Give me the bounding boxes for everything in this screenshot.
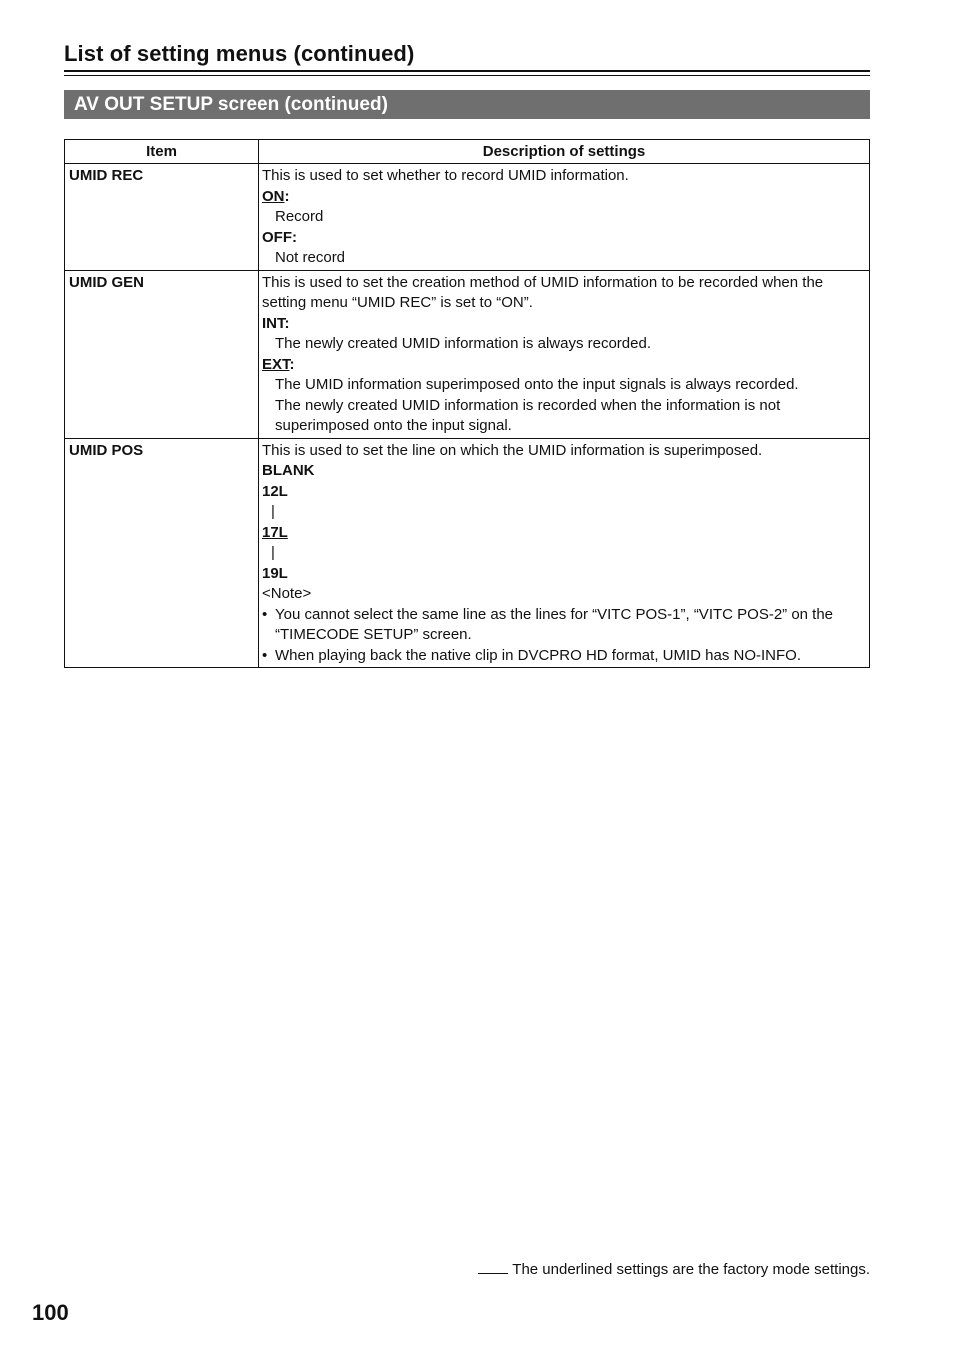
bullet-marker: • [262,646,268,664]
note-text-1: You cannot select the same line as the lines for “VITC POS-1”, “VITC POS-2” on the “TIMECODE SETUP” screen. [275,605,834,643]
option-on-description: Record [275,208,324,225]
page-heading: List of setting menus (continued) [64,41,415,66]
umid-pos-intro: This is used to set the line on which the UMID information is superimposed. [262,441,763,459]
underline-sample [478,1259,508,1274]
item-umid-gen: UMID GEN [65,270,259,438]
footnote-text: The underlined settings are the factory mode settings. [512,1261,870,1278]
table-header-row [65,140,870,164]
heading-rule-thick [64,70,870,72]
section-title-bar: AV OUT SETUP screen (continued) [64,90,870,119]
note-item-2 [262,646,865,667]
header-description: Description of settings [259,140,870,164]
table-row-umid-pos [65,438,870,668]
option-ext-description-2: The newly created UMID information is recorded when the information is not superimposed onto the input signal. [275,396,781,434]
page-number: 100 [32,1300,69,1325]
note-label: <Note> [262,585,312,602]
option-off-label: OFF: [262,228,297,246]
option-17l: 17L [262,523,288,541]
table-row-umid-rec [65,164,870,271]
note-item-1 [262,605,865,646]
option-17l-row [262,523,865,544]
option-on-label: ON [262,187,285,205]
description-umid-pos [259,438,870,668]
option-int-label: INT: [262,314,290,332]
option-on-colon: : [284,187,290,205]
option-off-description: Not record [275,249,346,266]
option-ext-colon: : [289,355,295,373]
description-umid-rec [259,164,870,271]
option-blank: BLANK [262,462,315,479]
item-umid-rec: UMID REC [65,164,259,271]
note-text-2: When playing back the native clip in DVCPRO HD format, UMID has NO-INFO. [275,646,801,664]
umid-gen-option-ext [262,355,865,376]
range-mark-1: | [271,503,275,520]
settings-table [64,139,870,668]
option-ext-description-1: The UMID information superimposed onto the input signals is always recorded. [275,376,799,393]
option-19l: 19L [262,564,288,582]
description-umid-gen [259,270,870,438]
umid-rec-intro: This is used to set whether to record UMID information. [262,167,629,184]
heading-rule-thin [64,75,870,76]
umid-gen-intro: This is used to set the creation method of UMID information to be recorded when the setting menu “UMID REC” is set to “ON”. [262,273,824,311]
footnote [456,1259,870,1278]
item-umid-pos: UMID POS [65,438,259,668]
option-int-description: The newly created UMID information is always recorded. [275,335,651,352]
header-item: Item [65,140,259,164]
option-ext-label: EXT [262,355,290,373]
range-mark-2: | [271,544,275,561]
table-row-umid-gen [65,270,870,438]
bullet-marker: • [262,605,268,623]
umid-rec-option-on [262,187,865,208]
option-12l: 12L [262,482,288,500]
